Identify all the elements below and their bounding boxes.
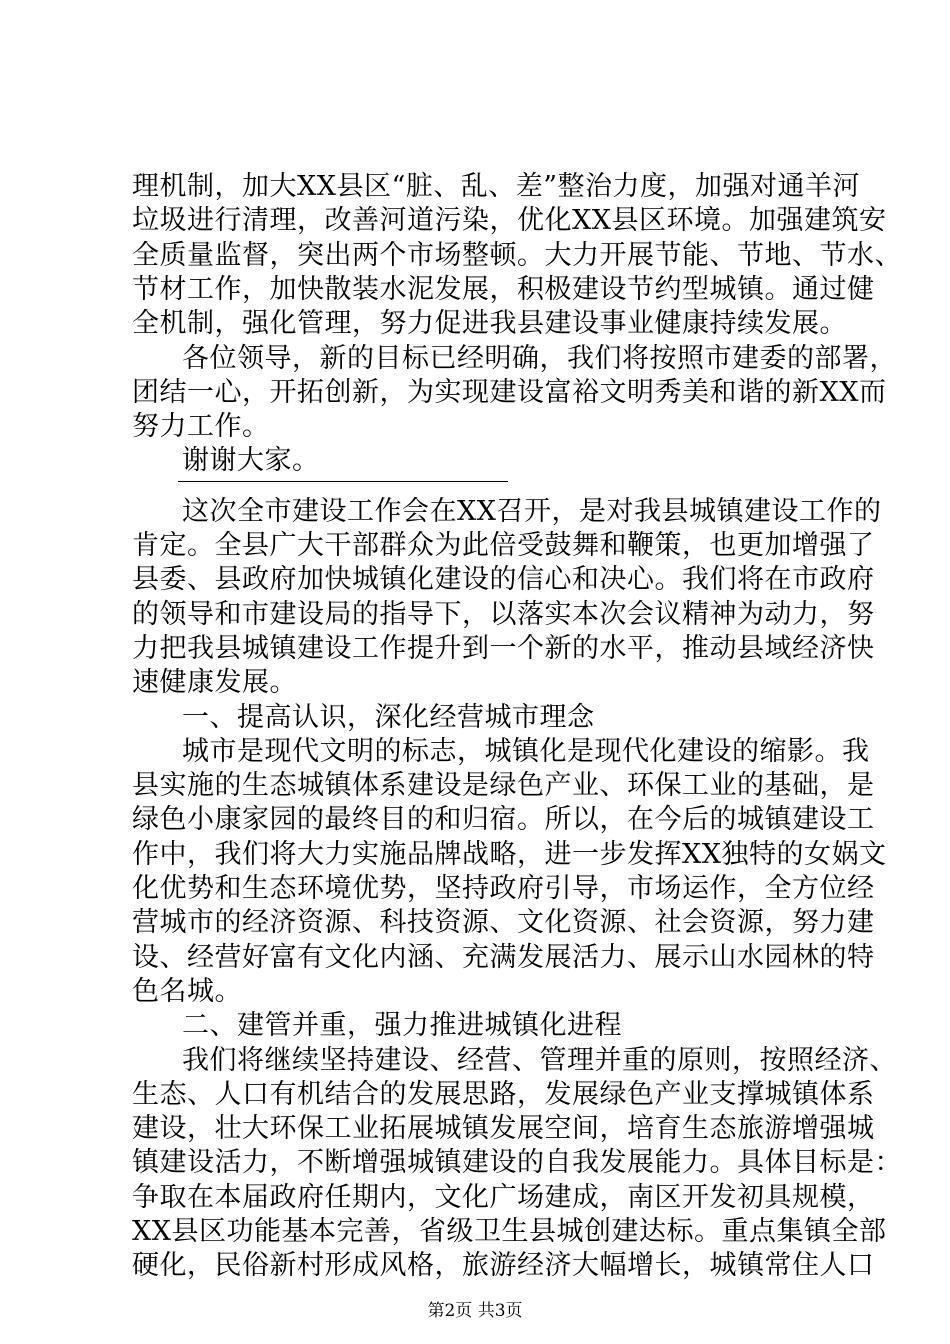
text-line: XX县区功能基本完善，省级卫生县城创建达标。重点集镇全部 xyxy=(132,1216,887,1247)
section-heading: 一、提高认识，深化经营城市理念 xyxy=(182,702,595,733)
text-line: 理机制，加大XX县区“脏、乱、差”整治力度，加强对通羊河 xyxy=(132,171,861,202)
text-line: 力把我县城镇建设工作提升到一个新的水平，推动县域经济快 xyxy=(132,633,875,664)
text-line: 全质量监督，突出两个市场整顿。大力开展节能、节地、节水、 xyxy=(132,240,902,271)
text-line: 县委、县政府加快城镇化建设的信心和决心。我们将在市政府 xyxy=(132,564,875,595)
page-footer: 第2页 共3页 xyxy=(427,1301,523,1321)
text-line: 全机制，强化管理，努力促进我县建设事业健康持续发展。 xyxy=(132,308,847,339)
text-line: 节材工作，加快散装水泥发展，积极建设节约型城镇。通过健 xyxy=(132,274,875,305)
text-line: 营城市的经济资源、科技资源、文化资源、社会资源，努力建 xyxy=(132,907,875,938)
text-line: 努力工作。 xyxy=(132,411,270,442)
text-line: 我们将继续坚持建设、经营、管理并重的原则，按照经济、 xyxy=(182,1045,897,1076)
section-heading: 二、建管并重，强力推进城镇化进程 xyxy=(182,1010,622,1041)
text-line: 的领导和市建设局的指导下，以落实本次会议精神为动力，努 xyxy=(132,599,875,630)
text-line: 城市是现代文明的标志，城镇化是现代化建设的缩影。我 xyxy=(182,736,870,767)
text-line: 垃圾进行清理，改善河道污染，优化XX县区环境。加强建筑安 xyxy=(132,205,887,236)
text-line: 县实施的生态城镇体系建设是绿色产业、环保工业的基础，是 xyxy=(132,770,875,801)
section-divider xyxy=(178,481,508,482)
text-line: 硬化，民俗新村形成风格，旅游经济大幅增长，城镇常住人口 xyxy=(132,1250,875,1281)
text-line: 肯定。全县广大干部群众为此倍受鼓舞和鞭策，也更加增强了 xyxy=(132,530,875,561)
text-line: 色名城。 xyxy=(132,976,242,1007)
text-line: 作中，我们将大力实施品牌战略，进一步发挥XX独特的女娲文 xyxy=(132,839,887,870)
text-line: 绿色小康家园的最终目的和归宿。所以，在今后的城镇建设工 xyxy=(132,804,875,835)
text-line: 谢谢大家。 xyxy=(182,445,320,476)
text-line: 各位领导，新的目标已经明确，我们将按照市建委的部署， xyxy=(182,343,897,374)
text-line: 团结一心，开拓创新，为实现建设富裕文明秀美和谐的新XX而 xyxy=(132,377,887,408)
text-line: 这次全市建设工作会在XX召开，是对我县城镇建设工作的 xyxy=(182,496,882,527)
text-line: 建设，壮大环保工业拓展城镇发展空间，培育生态旅游增强城 xyxy=(132,1113,875,1144)
text-line: 速健康发展。 xyxy=(132,667,297,698)
text-line: 生态、人口有机结合的发展思路，发展绿色产业支撑城镇体系 xyxy=(132,1079,875,1110)
text-line: 镇建设活力，不断增强城镇建设的自我发展能力。具体目标是： xyxy=(132,1147,902,1178)
text-line: 设、经营好富有文化内涵、充满发展活力、展示山水园林的特 xyxy=(132,942,875,973)
text-line: 争取在本届政府任期内，文化广场建成，南区开发初具规模， xyxy=(132,1182,875,1213)
text-line: 化优势和生态环境优势，坚持政府引导，市场运作，全方位经 xyxy=(132,873,875,904)
